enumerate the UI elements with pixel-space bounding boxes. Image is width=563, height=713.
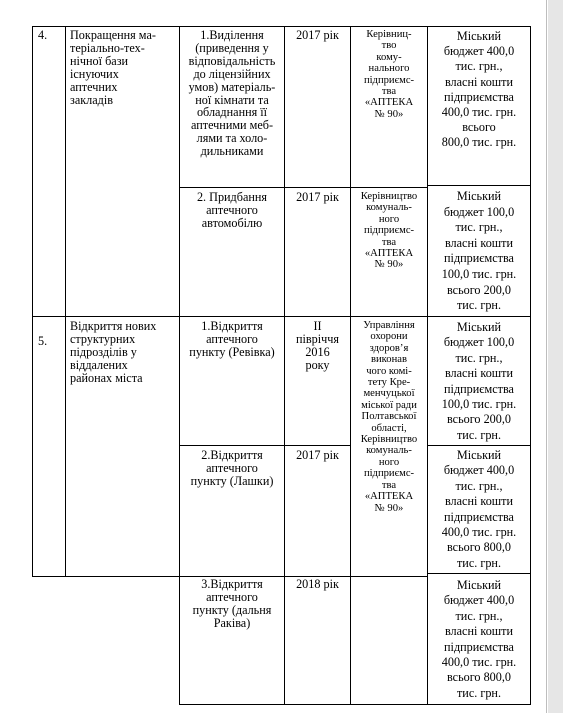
page-edge (546, 0, 547, 713)
row-number: 5. (38, 334, 48, 348)
task-text: 1.Відкриття аптечного пункту (Ревівка) (189, 319, 275, 359)
direction-text: Покращення ма- теріально-тех- нічної бази існуючих аптечних закладів (70, 28, 156, 107)
term-text: 2017 рік (296, 190, 339, 204)
term-text: 2017 рік (296, 28, 339, 42)
finance-text: Міський бюджет 100,0 тис. грн., власні кошти підприємства 100,0 тис. грн. всього 200,0 тис. грн. (441, 189, 517, 313)
term-text: 2018 рік (296, 577, 339, 591)
finance-text: Міський бюджет 400,0 тис. грн., власні кошти підприємства 400,0 тис. грн. всього 800,0 тис. грн. (441, 29, 517, 150)
task-text: 1.Виділення (приведення у відповідальність до ліцензійних умов) матеріаль- ної кімнати та обладнання її аптечними меб- лями та холо- дильниками (188, 28, 276, 159)
task-text: 2. Придбання аптечного автомобілю (196, 190, 268, 230)
executor-text: Керівниц- тво кому- нального підприємс- тва «АПТЕКА № 90» (363, 29, 415, 120)
term-text: 2017 рік (296, 448, 339, 462)
executor-text: Керівництво комуналь- ного підприємс- тва «АПТЕКА № 90» (360, 191, 418, 271)
finance-text: Міський бюджет 100,0 тис. грн., власні кошти підприємства 100,0 тис. грн. всього 200,0 тис. грн. (441, 320, 517, 442)
row-number: 4. (38, 28, 48, 42)
task-text: 2.Відкриття аптечного пункту (Лашки) (190, 448, 274, 488)
page-shadow (548, 0, 563, 713)
term-text: II півріччя 2016 року (295, 319, 339, 372)
finance-text: Міський бюджет 400,0 тис. грн., власні кошти підприємства 400,0 тис. грн. всього 800,0 тис. грн. (441, 578, 517, 700)
finance-text: Міський бюджет 400,0 тис. грн., власні кошти підприємства 400,0 тис. грн. всього 800,0 тис. грн. (441, 448, 517, 570)
direction-text: Відкриття нових структурних підрозділів у віддалених районах міста (70, 319, 157, 385)
task-text: 3.Відкриття аптечного пункту (дальня Раківа) (192, 577, 272, 630)
executor-text: Управління охорони здоров’я виконав чого комі- тету Кре- менчуцької міської ради Полтавської області, Керівництво комуналь- ного підприємс- тва «АПТЕКА № 90» (360, 320, 418, 514)
